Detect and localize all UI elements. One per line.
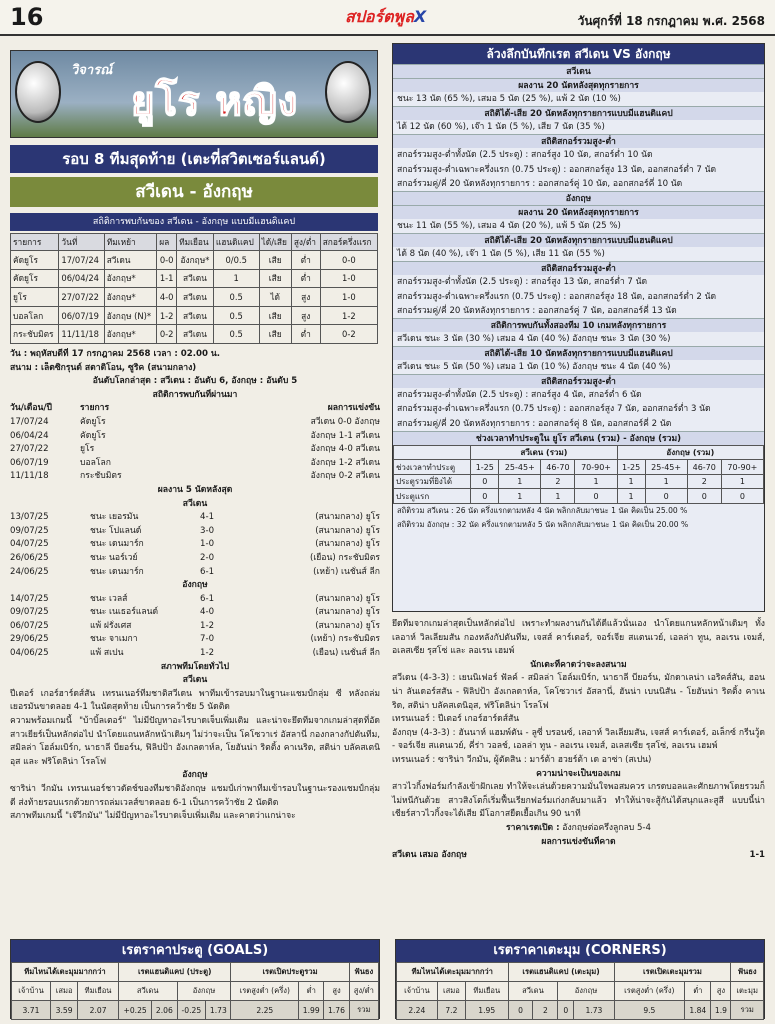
h2h-row — [11, 325, 378, 344]
past-result: อังกฤษ 1-1 สวีเดน — [310, 430, 380, 441]
squad-title: สภาพทีมโดยทั่วไป — [160, 661, 230, 672]
past-date: 17/07/24 — [10, 416, 49, 427]
stat-note: สถิติรวม สวีเดน : 26 นัด ครึ่งแรกตามหลัง 4 นัด พลิกกลับมาชนะ 1 นัด คิดเป็น 25.00 % — [397, 505, 688, 515]
h2h-header: ผล — [157, 234, 177, 251]
goal-time-cell: 2 — [541, 474, 575, 489]
goal-time-cell: 1 — [541, 489, 575, 504]
stat-heading: ผลงาน 20 นัดหลังสุดทุกรายการ — [393, 78, 764, 92]
recent-result: ชนะ นอร์เวย์ — [90, 552, 138, 563]
page-header — [0, 0, 775, 36]
recent-score: 7-0 — [200, 634, 215, 645]
stat-line: สกอร์รวมสูง-ต่ำเฉพาะครึ่งแรก (0.75 ประตู) : ออกสกอร์สูง 18 นัด, ออกสกอร์ต่ำ 2 นัด — [397, 291, 717, 302]
odds-subheader: ทีมเยือน — [78, 982, 119, 1001]
stat-heading: สถิติสกอร์รวมสูง-ต่ำ — [393, 374, 764, 388]
goal-time-table: สวีเดน (รวม) อังกฤษ (รวม) ช่วงเวลาทำประตู 1-25 25-45+ 46-70 70-90+ 1-25 25-45+ 46-70 70-90+ ประตูรวมที่ยิงได้ 0 1 2 1 1 1 2 1 ประตูแรก 0 1 1 0 1 0 0 0 — [393, 445, 764, 504]
odds-value: 1.76 — [324, 1001, 349, 1020]
recent-date: 09/07/25 — [10, 607, 49, 618]
recent-venue: (สนามกลาง) ยูโร — [315, 539, 380, 550]
past-result: สวีเดน 0-0 อังกฤษ — [310, 416, 380, 427]
goal-time-cell: 1 — [617, 489, 645, 504]
recent-venue: (สนามกลาง) ยูโร — [315, 512, 380, 523]
h2h-cell: สวีเดน — [104, 251, 157, 270]
recent-venue: (สนามกลาง) ยูโร — [315, 620, 380, 631]
stat-line: สกอร์รวมสูง-ต่ำทั้งนัด (2.5 ประตู) : สกอร์สูง 4 นัด, สกอร์ต่ำ 6 นัด — [397, 390, 642, 401]
past-comp: คัดยูโร — [80, 430, 106, 441]
recent-venue: (สนามกลาง) ยูโร — [315, 525, 380, 536]
recent-score: 1-2 — [200, 648, 215, 659]
odds-value: 2.24 — [397, 1001, 438, 1020]
recent-team2: อังกฤษ — [182, 580, 208, 591]
odds-subheader: เรตสูงต่ำ (ครึ่ง) — [614, 982, 685, 1001]
period-label: ช่วงเวลาทำประตู — [394, 460, 471, 475]
odds-subheader: อังกฤษ — [177, 982, 231, 1001]
stat-line: สกอร์รวมคู่/คี่ 20 นัดหลังทุกรายการ : ออกสกอร์คู่ 8 นัด, ออกสกอร์คี่ 2 นัด — [397, 418, 672, 429]
odds-subheader: ต่ำ — [685, 982, 711, 1001]
odds-value: 3.71 — [12, 1001, 51, 1020]
past-comp: บอลโลก — [80, 457, 111, 468]
h2h-cell: 11/11/18 — [59, 325, 104, 344]
past-comp: กระชับมิตร — [80, 471, 122, 482]
goals-odds-box — [10, 939, 380, 1019]
squad-team2: อังกฤษ — [182, 770, 208, 781]
past-date: 06/04/24 — [10, 430, 49, 441]
goal-time-cell: 0 — [471, 474, 499, 489]
coach-team1: เทรนเนอร์ : ปีเตอร์ เกอร์ฮาร์ดส์สัน — [392, 714, 520, 725]
publication-logo — [345, 5, 426, 30]
goal-time-title: ช่วงเวลาทำประตูใน ยูโร สวีเดน (รวม) - อังกฤษ (รวม) — [393, 431, 764, 445]
lineup-intro: ยึดทีมจากเกมล่าสุดเป็นหลักต่อไป เพราะทำผลงานกันได้ดีแล้วนั่นเอง นำโดยแกนหลักหน้าเดิมๆ ทั้ง เลอาห์ วิลเลียมสัน กองหลังกัปตันทีม, เจสส์ คาร์เตอร์, จอร์เจีย สแตนเวย์, เอลล่า ทูน, ลอเรน เจมส์, อเลสเซีย รุสโซ่ และ ลอเรน เฮมพ์ — [392, 619, 765, 657]
odds-value: 0 — [508, 1001, 533, 1020]
past-result: อังกฤษ 1-2 สวีเดน — [310, 457, 380, 468]
h2h-cell: อังกฤษ* — [104, 288, 157, 307]
recent-date: 06/07/25 — [10, 620, 49, 631]
h2h-cell: คัดยูโร — [11, 269, 59, 288]
recent-score: 1-0 — [200, 539, 215, 550]
recent-score: 4-0 — [200, 607, 215, 618]
recent-row — [10, 552, 380, 566]
h2h-cell: เสีย — [259, 251, 291, 270]
recent-score: 2-0 — [200, 552, 215, 563]
h2h-cell: อังกฤษ* — [104, 325, 157, 344]
recent-result: ชนะ เดนมาร์ก — [90, 566, 144, 577]
squad-paragraph: สภาพทีมเกมนี้ "เจ๊วีกมัน" ไม่มีปัญหาอะไรบาดเจ็บเพิ่มเติม และคาดว่าแกน่าจะ — [10, 811, 296, 822]
goal-time-cell: ประตูแรก — [394, 489, 471, 504]
past-row — [10, 457, 380, 471]
odds-value: 1.73 — [574, 1001, 614, 1020]
logo-x: X — [413, 7, 427, 26]
odds-header: เรตแฮนดิแคป (ประตู) — [118, 963, 231, 982]
odds-subheader: เจ้าบ้าน — [12, 982, 51, 1001]
h2h-cell: อังกฤษ (N)* — [104, 306, 157, 325]
recent-venue: (สนามกลาง) ยูโร — [315, 607, 380, 618]
h2h-cell: 1-0 — [320, 269, 377, 288]
recent-date: 24/06/25 — [10, 566, 49, 577]
title-banner — [10, 50, 378, 138]
team-heading: สวีเดน — [393, 64, 764, 78]
recent-result: ชนะ โปแลนด์ — [90, 525, 142, 536]
recent-date: 04/06/25 — [10, 648, 49, 659]
h2h-cell: อังกฤษ* — [177, 251, 214, 270]
odds-header: ทีมไหนได้เตะมุมมากกว่า — [12, 963, 119, 982]
goal-time-cell: 1 — [499, 489, 541, 504]
recent-score: 3-0 — [200, 525, 215, 536]
stat-heading: สถิติการพบกันทั้งสองทีม 10 เกมหลังทุกรายการ — [393, 318, 764, 332]
stat-heading: ผลงาน 20 นัดหลังสุดทุกรายการ — [393, 205, 764, 219]
odds-header: เรตเปิดประตูรวม — [231, 963, 349, 982]
stat-line: สกอร์รวมคู่/คี่ 20 นัดหลังทุกรายการ : ออกสกอร์คู่ 10 นัด, ออกสกอร์คี่ 10 นัด — [397, 178, 683, 189]
lineup-team2: อังกฤษ (4-3-3) : ฮันนาห์ แฮมพ์ตัน - ลูซี่ บรอนซ์, เลอาห์ วิลเลียมสัน, เจสส์ คาร์เตอร์, อเล็กซ์ กรีนวู้ด - จอร์เจีย สแตนเวย์, คี่ร่า วอลช์, เอลล่า ทูน - ลอเรน เจมส์, อเลสเซีย รุสโซ่, ลอเรน เฮมพ์ — [392, 727, 765, 752]
h2h-cell: เสีย — [259, 269, 291, 288]
corners-odds-box — [395, 939, 765, 1019]
past-result: อังกฤษ 4-0 สวีเดน — [310, 444, 380, 455]
recent-row — [10, 606, 380, 620]
h2h-row — [11, 251, 378, 270]
lineup-team1: สวีเดน (4-3-3) : เยนนิเฟอร์ ฟัลค์ - สมิลล่า โฮล์มเบิร์ก, นาธาลี บียอร์น, มักดาเลน่า เอริคส์สัน, ฮอนน่า ลันเดอร์สสัน - ฟิลิปป้า อังเกลดาห์ล, โคโซวาเร่ อัสลานี่, ฮันน่า เบนนิสัน - โยฮันน่า ริตติ้ง คาเนริด, สติน่า บลัคสเตนิอุส, ฟริโดลิน่า โรลโฟ — [392, 673, 765, 711]
stats-panel — [392, 43, 765, 612]
goal-time-cell: 1 — [617, 474, 645, 489]
h2h-table — [10, 233, 378, 344]
open-rate-label: ราคาเรตเปิด : — [506, 822, 560, 833]
period-label: 1-25 — [617, 460, 645, 475]
trend-text: สาวไวกิ้งฟอร์มกำลังเข้าฝักเลย ทำให้จะเล่นด้วยความมั่นใจพอสมควร เกรดบอลและศักยภาพโดยรวมก็ไม่หนีกันด้วย สาวสิงโตก็เริ่มฟื้นเรียกฟอร์มเก่งกลับมาแล้ว ทำให้น่าจะสู้กันได้สนุกและสูสี แบบนี้น่าเชียร์สาวไวกิ้งจะได้เสีย มีโอกาสยืดเยื้อเกิน 90 นาที — [392, 782, 765, 820]
period-label: 70-90+ — [721, 460, 763, 475]
stat-line: ชนะ 11 นัด (55 %), เสมอ 4 นัด (20 %), แพ้ 5 นัด (25 %) — [397, 220, 621, 231]
squad-paragraph: ปีเตอร์ เกอร์ฮาร์ดส์สัน เทรนเนอร์ทีมชาติสวีเดน พาทีมเข้ารอบมาในฐานะแชมป์กลุ่ม ซี หลังถล่มเยอรมันขาดลอย 4-1 ในนัดสุดท้าย เป็นการคว้าชัย 5 นัดติด — [10, 688, 380, 713]
recent-row — [10, 511, 380, 525]
recent-date: 26/06/25 — [10, 552, 49, 563]
h2h-cell: 17/07/24 — [59, 251, 104, 270]
h2h-cell: กระชับมิตร — [11, 325, 59, 344]
h2h-row — [11, 269, 378, 288]
odds-subheader: สูง — [324, 982, 349, 1001]
stat-heading: สถิติได้-เสีย 20 นัดหลังทุกรายการแบบมีแฮนดิแคป — [393, 233, 764, 247]
h2h-cell: เสีย — [259, 306, 291, 325]
h2h-cell: 1 — [213, 269, 259, 288]
stat-line: สวีเดน ชนะ 3 นัด (30 %) เสมอ 4 นัด (40 %) อังกฤษ ชนะ 3 นัด (30 %) — [397, 333, 671, 344]
football-icon — [15, 61, 61, 123]
h2h-cell: 1-2 — [320, 306, 377, 325]
recent-row — [10, 593, 380, 607]
recent-venue: (เหย้า) กระชับมิตร — [310, 634, 380, 645]
h2h-cell: 0.5 — [213, 288, 259, 307]
h2h-cell: สวีเดน — [177, 306, 214, 325]
odds-value: -0.25 — [177, 1001, 206, 1020]
recent-score: 6-1 — [200, 593, 215, 604]
odds-subheader: เรตสูงต่ำ (ครึ่ง) — [231, 982, 299, 1001]
past-date: 06/07/19 — [10, 457, 49, 468]
past-title: สถิติการพบกันที่ผ่านมา — [152, 389, 238, 400]
recent-date: 04/07/25 — [10, 539, 49, 550]
odds-header: ฟันธง — [731, 963, 764, 982]
period-label: 1-25 — [471, 460, 499, 475]
odds-value: 2.07 — [78, 1001, 119, 1020]
recent-date: 29/06/25 — [10, 634, 49, 645]
h2h-cell: 1-2 — [157, 306, 177, 325]
odds-value: 2.25 — [231, 1001, 299, 1020]
past-row — [10, 470, 380, 484]
corners-odds-title: เรตราคาเตะมุม (CORNERS) — [396, 940, 764, 962]
odds-value: รวม — [349, 1001, 378, 1020]
logo-text: สปอร์ตพูล — [345, 7, 414, 26]
banner-subtitle: วิจารณ์ — [71, 63, 113, 78]
odds-value: 1.95 — [465, 1001, 508, 1020]
h2h-cell: 1-0 — [320, 288, 377, 307]
odds-value: 1.73 — [206, 1001, 231, 1020]
goal-time-cell: ประตูรวมที่ยิงได้ — [394, 474, 471, 489]
odds-value: +0.25 — [118, 1001, 151, 1020]
world-ranking: อันดับโลกล่าสุด : สวีเดน : อันดับ 6, อังกฤษ : อันดับ 5 — [92, 376, 298, 387]
issue-date: วันศุกร์ที่ 18 กรกฎาคม พ.ศ. 2568 — [577, 14, 765, 28]
h2h-cell: สูง — [291, 288, 320, 307]
h2h-cell: ต่ำ — [291, 325, 320, 344]
prediction-title: ผลการแข่งขันที่คาด — [541, 836, 616, 847]
stat-heading: สถิติสกอร์รวมสูง-ต่ำ — [393, 261, 764, 275]
recent-title: ผลงาน 5 นัดหลังสุด — [157, 484, 233, 495]
h2h-header: สูง/ต่ำ — [291, 234, 320, 251]
goal-time-cell: 1 — [499, 474, 541, 489]
odds-value: 1.84 — [685, 1001, 711, 1020]
period-label: 46-70 — [687, 460, 721, 475]
trend-title: ความน่าจะเป็นของเกม — [536, 768, 621, 779]
recent-result: ชนะ เยอรมัน — [90, 512, 139, 523]
odds-subheader: ต่ำ — [299, 982, 324, 1001]
past-row — [10, 443, 380, 457]
goal-time-cell: 0 — [721, 489, 763, 504]
squad-team1: สวีเดน — [182, 675, 208, 686]
odds-subheader: สวีเดน — [118, 982, 177, 1001]
goal-time-cell: 2 — [687, 474, 721, 489]
past-comp: ยูโร — [80, 444, 95, 455]
past-comp: คัดยูโร — [80, 416, 106, 427]
recent-venue: (สนามกลาง) ยูโร — [315, 593, 380, 604]
odds-header: เรตแฮนดิแคป (เตะมุม) — [508, 963, 614, 982]
page-number: 16 — [10, 3, 44, 31]
past-date: 11/11/18 — [10, 471, 49, 482]
h2h-cell: 0-0 — [320, 251, 377, 270]
h2h-cell: 27/07/22 — [59, 288, 104, 307]
goal-time-cell: 1 — [721, 474, 763, 489]
goal-time-cell: 0 — [471, 489, 499, 504]
recent-date: 09/07/25 — [10, 525, 49, 536]
open-rate: อังกฤษต่อครึ่งลูกลบ 5-4 — [562, 822, 651, 833]
goals-odds-title: เรตราคาประตู (GOALS) — [11, 940, 379, 962]
stat-line: สกอร์รวมสูง-ต่ำเฉพาะครึ่งแรก (0.75 ประตู) : ออกสกอร์สูง 7 นัด, ออกสกอร์ต่ำ 3 นัด — [397, 404, 711, 415]
squad-paragraph: ความพร้อมเกมนี้ "บ้าบิ้ลเตอร์" ไม่มีปัญหาอะไรบาดเจ็บเพิ่มเติม และน่าจะยึดทีมจากเกมล่าสุดที่อัดสาวเยียร์เป็นหลักต่อไป นำโดยแถนหลักหน้าเดิมๆ ไม่ว่าจะเป็น โคโซวาเร่ อัสลานี่ กองกลางกัปตันทีม, สมิลล่า โฮล์มเบิร์ก, นาธาลี บียอร์น, ฟิลิปป้า อังเกลดาห์ล, โยฮันน่า ริตติ้ง คาเนริด, สติน่า บลัคสเตนิอุส และ ฟริโดลิน่า โรลโฟ — [10, 716, 380, 767]
lineup-title: นักเตะที่คาดว่าจะลงสนาม — [530, 659, 627, 670]
h2h-cell: 4-0 — [157, 288, 177, 307]
h2h-cell: ต่ำ — [291, 251, 320, 270]
match-venue: สนาม : เล็ตซิกรุนด์ สตาดิโอน, ซูริค (สนามกลาง) — [10, 362, 197, 373]
h2h-row — [11, 288, 378, 307]
odds-value: 1.99 — [299, 1001, 324, 1020]
recent-row — [10, 525, 380, 539]
prediction: สวีเดน เสมอ อังกฤษ 1-1 — [392, 850, 765, 861]
recent-venue: (เยือน) กระชับมิตร — [309, 552, 380, 563]
h2h-cell: 06/07/19 — [59, 306, 104, 325]
recent-result: ชนะ เดนมาร์ก — [90, 539, 144, 550]
odds-value: 0 — [558, 1001, 574, 1020]
left-column — [10, 348, 380, 824]
lineup-section — [392, 618, 765, 863]
squad-paragraph: ซาริน่า วีกมัน เทรนเนอร์ชาวดัตช์ของทีมชาติอังกฤษ แชมป์เก่าพาทีมเข้ารอบในฐานะรองแชมป์กลุ่ม ดี ส่งท้ายรอบแรกด้วยการถล่มเวลส์ขาดลอย 6-1 เป็นการคว้าชัย 2 นัดติด — [10, 784, 380, 808]
stat-line: สกอร์รวมคู่/คี่ 20 นัดหลังทุกรายการ : ออกสกอร์คู่ 7 นัด, ออกสกอร์คี่ 13 นัด — [397, 305, 677, 316]
recent-result: ชนะ จาเมกา — [90, 634, 138, 645]
h2h-cell: เสีย — [259, 325, 291, 344]
stat-heading: สถิติได้-เสีย 20 นัดหลังทุกรายการแบบมีแฮนดิแคป — [393, 106, 764, 120]
odds-subheader: อังกฤษ — [558, 982, 614, 1001]
odds-subheader: เตะมุม — [731, 982, 764, 1001]
past-date: 27/07/22 — [10, 444, 49, 455]
past-result: อังกฤษ 0-2 สวีเดน — [310, 471, 380, 482]
h2h-header: ได้/เสีย — [259, 234, 291, 251]
recent-score: 6-1 — [200, 566, 215, 577]
odds-subheader: สูง — [711, 982, 731, 1001]
stat-line: ได้ 12 นัด (60 %), เจ๊า 1 นัด (5 %), เสีย 7 นัด (35 %) — [397, 122, 605, 133]
h2h-cell: 1-1 — [157, 269, 177, 288]
recent-row — [10, 633, 380, 647]
h2h-cell: ได้ — [259, 288, 291, 307]
goal-time-cell: 0 — [575, 489, 617, 504]
stat-line: สกอร์รวมสูง-ต่ำเฉพาะครึ่งแรก (0.75 ประตู) : ออกสกอร์สูง 13 นัด, ออกสกอร์ต่ำ 7 นัด — [397, 164, 717, 175]
stat-note: สถิติรวม อังกฤษ : 32 นัด ครึ่งแรกตามหลัง 5 นัด พลิกกลับมาชนะ 1 นัด คิดเป็น 20.00 % — [397, 520, 689, 529]
recent-score: 4-1 — [200, 512, 215, 523]
coach-team2: เทรนเนอร์ : ซาริน่า วีกมัน, ผู้ตัดสิน : มาร์ต้า ฮวยร์ต้า เด อาซ่า (สเปน) — [392, 754, 652, 765]
past-header: วัน/เดือน/ปี รายการ ผลการแข่งขัน — [10, 403, 380, 414]
match-time: วัน : พฤหัสบดีที่ 17 กรกฎาคม 2568 เวลา : 02.00 น. — [10, 349, 221, 359]
h2h-cell: 0.5 — [213, 325, 259, 344]
odds-value: 9.5 — [614, 1001, 685, 1020]
odds-header: เรตเปิดเตะมุมรวม — [614, 963, 731, 982]
goal-time-cell: 1 — [575, 474, 617, 489]
h2h-cell: สวีเดน — [177, 325, 214, 344]
stat-line: สกอร์รวมสูง-ต่ำทั้งนัด (2.5 ประตู) : สกอร์สูง 13 นัด, สกอร์ต่ำ 7 นัด — [397, 277, 648, 288]
stat-line: สวีเดน ชนะ 5 นัด (50 %) เสมอ 1 นัด (10 %) อังกฤษ ชนะ 4 นัด (40 %) — [397, 362, 671, 373]
period-label: 46-70 — [541, 460, 575, 475]
stat-line: ชนะ 13 นัด (65 %), เสมอ 5 นัด (25 %), แพ้ 2 นัด (10 %) — [397, 94, 621, 104]
past-row — [10, 430, 380, 444]
stat-line: สกอร์รวมสูง-ต่ำทั้งนัด (2.5 ประตู) : สกอร์สูง 10 นัด, สกอร์ต่ำ 10 นัด — [397, 150, 653, 161]
h2h-cell: ยูโร — [11, 288, 59, 307]
h2h-cell: 0.5 — [213, 306, 259, 325]
odds-subheader: สูง/ต่ำ — [349, 982, 378, 1001]
h2h-header: รายการ — [11, 234, 59, 251]
h2h-cell: 0/0.5 — [213, 251, 259, 270]
h2h-row — [11, 306, 378, 325]
stat-heading: สถิติสกอร์รวมสูง-ต่ำ — [393, 134, 764, 148]
h2h-cell: บอลโลก — [11, 306, 59, 325]
banner-title: ยูโร หญิง — [131, 79, 299, 125]
recent-result: ชนะ เนเธอร์แลนด์ — [90, 607, 159, 618]
period-label: 25-45+ — [499, 460, 541, 475]
h2h-cell: 0-0 — [157, 251, 177, 270]
recent-result: แพ้ ฝรั่งเศส — [90, 620, 132, 631]
recent-result: แพ้ สเปน — [90, 648, 124, 659]
recent-date: 13/07/25 — [10, 512, 49, 523]
odds-header: ทีมไหนได้เตะมุมมากกว่า — [397, 963, 509, 982]
recent-team1: สวีเดน — [182, 498, 208, 509]
h2h-cell: 0-2 — [320, 325, 377, 344]
odds-header: ฟันธง — [349, 963, 378, 982]
recent-score: 1-2 — [200, 620, 215, 631]
h2h-cell: สวีเดน — [177, 288, 214, 307]
recent-row — [10, 538, 380, 552]
odds-subheader: ทีมเยือน — [465, 982, 508, 1001]
recent-row — [10, 566, 380, 580]
h2h-cell: 0-2 — [157, 325, 177, 344]
h2h-cell: ต่ำ — [291, 269, 320, 288]
h2h-header: สกอร์ครึ่งแรก — [320, 234, 377, 251]
round-title: รอบ 8 ทีมสุดท้าย (เตะที่สวิตเซอร์แลนด์) — [10, 145, 378, 173]
h2h-header: แฮนดิแคป — [213, 234, 259, 251]
odds-subheader: สวีเดน — [508, 982, 558, 1001]
odds-value: 2.06 — [152, 1001, 177, 1020]
match-title: สวีเดน - อังกฤษ — [10, 177, 378, 207]
h2h-cell: สูง — [291, 306, 320, 325]
odds-subheader: เสมอ — [51, 982, 78, 1001]
h2h-header: ทีมเหย้า — [104, 234, 157, 251]
stats-title: ล้วงลึกบันทึกเรต สวีเดน VS อังกฤษ — [393, 44, 764, 64]
odds-value: 3.59 — [51, 1001, 78, 1020]
recent-date: 14/07/25 — [10, 593, 49, 604]
recent-row — [10, 620, 380, 634]
odds-value: 7.2 — [437, 1001, 465, 1020]
h2h-cell: สวีเดน — [177, 269, 214, 288]
period-label: 70-90+ — [575, 460, 617, 475]
goal-time-cell: 0 — [687, 489, 721, 504]
goal-time-cell: 1 — [645, 474, 687, 489]
odds-value: 2 — [533, 1001, 558, 1020]
stat-heading: สถิติได้-เสีย 10 นัดหลังทุกรายการแบบมีแฮนดิแคป — [393, 346, 764, 360]
odds-subheader: เจ้าบ้าน — [397, 982, 438, 1001]
goal-time-cell: 0 — [645, 489, 687, 504]
past-row — [10, 416, 380, 430]
football-icon — [325, 61, 371, 123]
period-label: 25-45+ — [645, 460, 687, 475]
odds-value: 1.9 — [711, 1001, 731, 1020]
h2h-cell: คัดยูโร — [11, 251, 59, 270]
h2h-header: วันที่ — [59, 234, 104, 251]
odds-subheader: เสมอ — [437, 982, 465, 1001]
h2h-cell: 06/04/24 — [59, 269, 104, 288]
recent-venue: (เหย้า) เนชั่นส์ ลีก — [313, 566, 380, 577]
team-heading: อังกฤษ — [393, 191, 764, 205]
h2h-caption: สถิติการพบกันของ สวีเดน - อังกฤษ แบบมีแฮนดิแคป — [10, 213, 378, 231]
recent-result: ชนะ เวลส์ — [90, 593, 128, 604]
recent-venue: (เยือน) เนชั่นส์ ลีก — [312, 648, 380, 659]
h2h-cell: อังกฤษ* — [104, 269, 157, 288]
recent-row — [10, 647, 380, 661]
h2h-header: ทีมเยือน — [177, 234, 214, 251]
stat-line: ได้ 8 นัด (40 %), เจ๊า 1 นัด (5 %), เสีย 11 นัด (55 %) — [397, 249, 605, 260]
odds-value: รวม — [731, 1001, 764, 1020]
